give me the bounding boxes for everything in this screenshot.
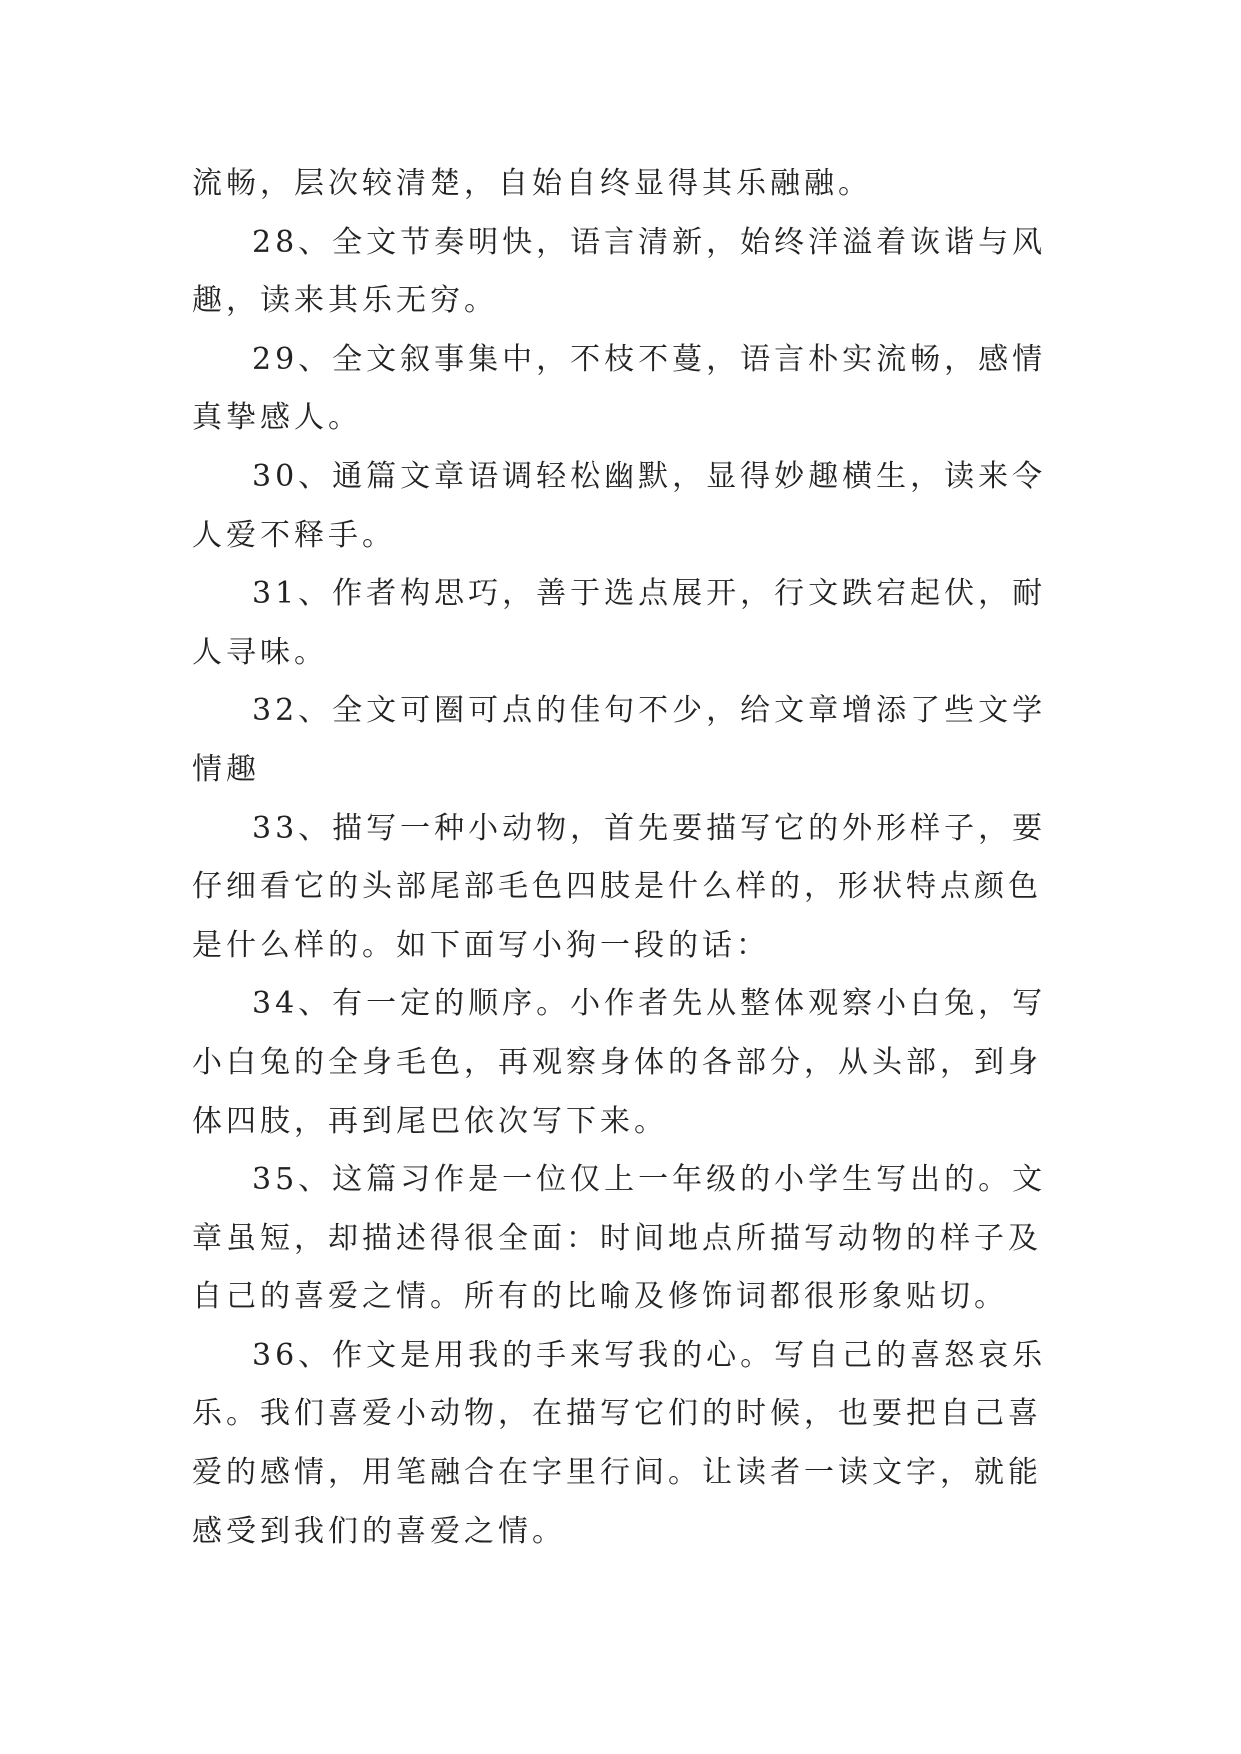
paragraph-continued: 流畅，层次较清楚，自始自终显得其乐融融。 <box>192 166 872 201</box>
paragraph-30: 30、通篇文章语调轻松幽默，显得妙趣横生，读来令人爱不释手。 <box>192 458 1047 553</box>
paragraph-35: 35、这篇习作是一位仅上一年级的小学生写出的。文章虽短，却描述得很全面：时间地点所描写动物的样子及自己的喜爱之情。所有的比喻及修饰词都很形象贴切。 <box>192 1162 1047 1315</box>
document-body <box>192 155 1072 1561</box>
paragraph-36: 36、作文是用我的手来写我的心。写自己的喜怒哀乐乐。我们喜爱小动物，在描写它们的时候，也要把自己喜爱的感情，用笔融合在字里行间。让读者一读文字，就能感受到我们的喜爱之情。 <box>192 1337 1047 1549</box>
paragraph-29: 29、全文叙事集中，不枝不蔓，语言朴实流畅，感情真挚感人。 <box>192 341 1047 436</box>
paragraph-33: 33、描写一种小动物，首先要描写它的外形样子，要仔细看它的头部尾部毛色四肢是什么样的，形状特点颜色是什么样的。如下面写小狗一段的话： <box>192 810 1047 963</box>
paragraph-34: 34、有一定的顺序。小作者先从整体观察小白兔，写小白兔的全身毛色，再观察身体的各部分，从头部，到身体四肢，再到尾巴依次写下来。 <box>192 986 1047 1139</box>
paragraph-31: 31、作者构思巧，善于选点展开，行文跌宕起伏，耐人寻味。 <box>192 576 1047 670</box>
paragraph-32: 32、全文可圈可点的佳句不少，给文章增添了些文学情趣 <box>192 693 1047 787</box>
paragraph-28: 28、全文节奏明快，语言清新，始终洋溢着诙谐与风趣，读来其乐无穷。 <box>192 224 1047 319</box>
